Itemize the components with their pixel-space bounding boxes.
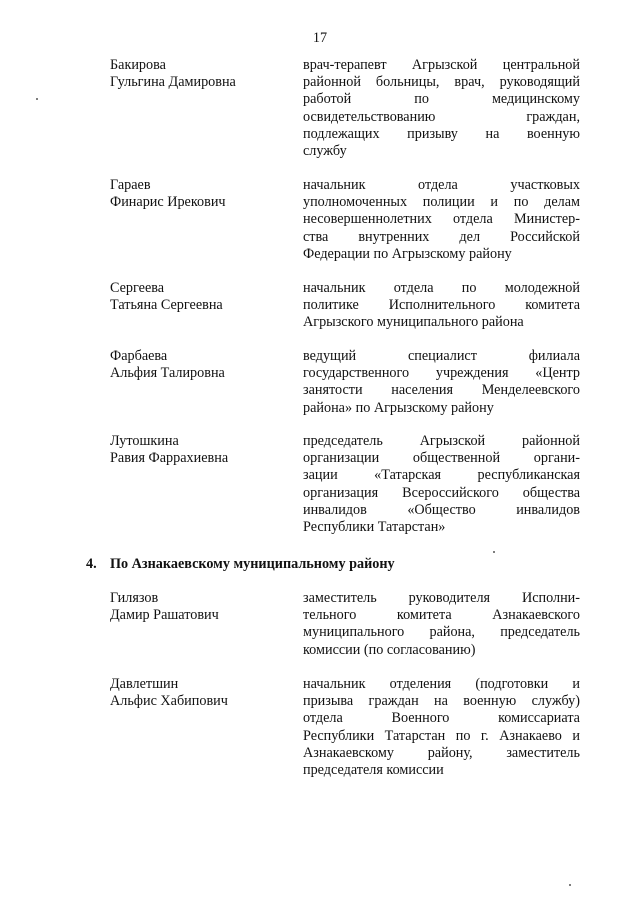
role-line: организация Всероссийского общества xyxy=(303,484,580,501)
role-line: подлежащих призыву на военную xyxy=(303,125,580,142)
role-line: политике Исполнительного комитета xyxy=(303,297,580,314)
role-line: уполномоченных полиции и по делам xyxy=(303,194,580,211)
position-description xyxy=(303,57,580,160)
given-names: Равия Фаррахиевна xyxy=(110,450,229,467)
role-line: ства внутренних дел Российской xyxy=(303,228,580,245)
role-line: ведущий специалист филиала xyxy=(303,348,580,364)
role-line: государственного учреждения «Центр xyxy=(303,365,580,382)
surname: Фарбаева xyxy=(110,348,168,364)
role-line: Федерации по Агрызскому району xyxy=(303,245,512,262)
given-names: Гульгина Дамировна xyxy=(110,74,236,91)
section-heading xyxy=(86,556,395,573)
person-name xyxy=(110,590,290,624)
person-name xyxy=(110,348,290,382)
role-line: заместитель руководителя Исполни- xyxy=(303,590,580,606)
surname: Сергеева xyxy=(110,280,165,296)
person-name xyxy=(110,177,290,211)
role-line: организации общественной органи- xyxy=(303,450,580,467)
person-name xyxy=(110,57,290,91)
person-name xyxy=(110,280,290,314)
surname: Гилязов xyxy=(110,590,159,606)
role-line: председателя комиссии xyxy=(303,762,444,779)
role-line: тельного комитета Азнакаевского xyxy=(303,607,580,624)
page-number: 17 xyxy=(312,30,328,46)
position-description xyxy=(303,590,580,659)
role-line: призыва граждан на военную службу) xyxy=(303,693,580,710)
given-names: Альфис Хабипович xyxy=(110,693,228,710)
surname: Лутошкина xyxy=(110,433,179,449)
role-line: Республики Татарстан по г. Азнакаево и xyxy=(303,727,580,744)
role-line: занятости населения Менделеевского xyxy=(303,382,580,399)
role-line: отдела Военного комиссариата xyxy=(303,710,580,727)
scan-speck xyxy=(36,98,38,100)
role-line: начальник отдела участковых xyxy=(303,177,580,193)
role-line: района» по Агрызскому району xyxy=(303,399,494,416)
person-name xyxy=(110,433,290,467)
position-description xyxy=(303,280,580,332)
surname: Бакирова xyxy=(110,57,166,73)
role-line: службу xyxy=(303,143,347,160)
position-description xyxy=(303,676,580,779)
role-line: районной больницы, врач, руководящий xyxy=(303,74,580,91)
position-description xyxy=(303,348,580,417)
position-description xyxy=(303,433,580,536)
section-title: По Азнакаевскому муниципальному району xyxy=(110,556,395,572)
role-line: муниципального района, председатель xyxy=(303,624,580,641)
given-names: Финарис Ирекович xyxy=(110,194,226,211)
surname: Гараев xyxy=(110,177,151,193)
role-line: начальник отдела по молодежной xyxy=(303,280,580,296)
role-line: Азнакаевскому району, заместитель xyxy=(303,744,580,761)
position-description xyxy=(303,177,580,263)
role-line: несовершеннолетних отдела Министер- xyxy=(303,211,580,228)
given-names: Дамир Рашатович xyxy=(110,607,219,624)
role-line: начальник отделения (подготовки и xyxy=(303,676,580,692)
section-number: 4. xyxy=(86,556,97,572)
person-name xyxy=(110,676,290,710)
role-line: председатель Агрызской районной xyxy=(303,433,580,449)
surname: Давлетшин xyxy=(110,676,179,692)
given-names: Альфия Талировна xyxy=(110,365,225,382)
role-line: комиссии (по согласованию) xyxy=(303,641,476,658)
role-line: Республики Татарстан» xyxy=(303,519,446,536)
scan-speck xyxy=(493,551,495,553)
role-line: зации «Татарская республиканская xyxy=(303,467,580,484)
role-line: врач-терапевт Агрызской центральной xyxy=(303,57,580,73)
role-line: освидетельствованию граждан, xyxy=(303,108,580,125)
role-line: инвалидов «Общество инвалидов xyxy=(303,501,580,518)
given-names: Татьяна Сергеевна xyxy=(110,297,223,314)
scan-speck xyxy=(569,884,571,886)
role-line: Агрызского муниципального района xyxy=(303,314,524,331)
role-line: работой по медицинскому xyxy=(303,91,580,108)
